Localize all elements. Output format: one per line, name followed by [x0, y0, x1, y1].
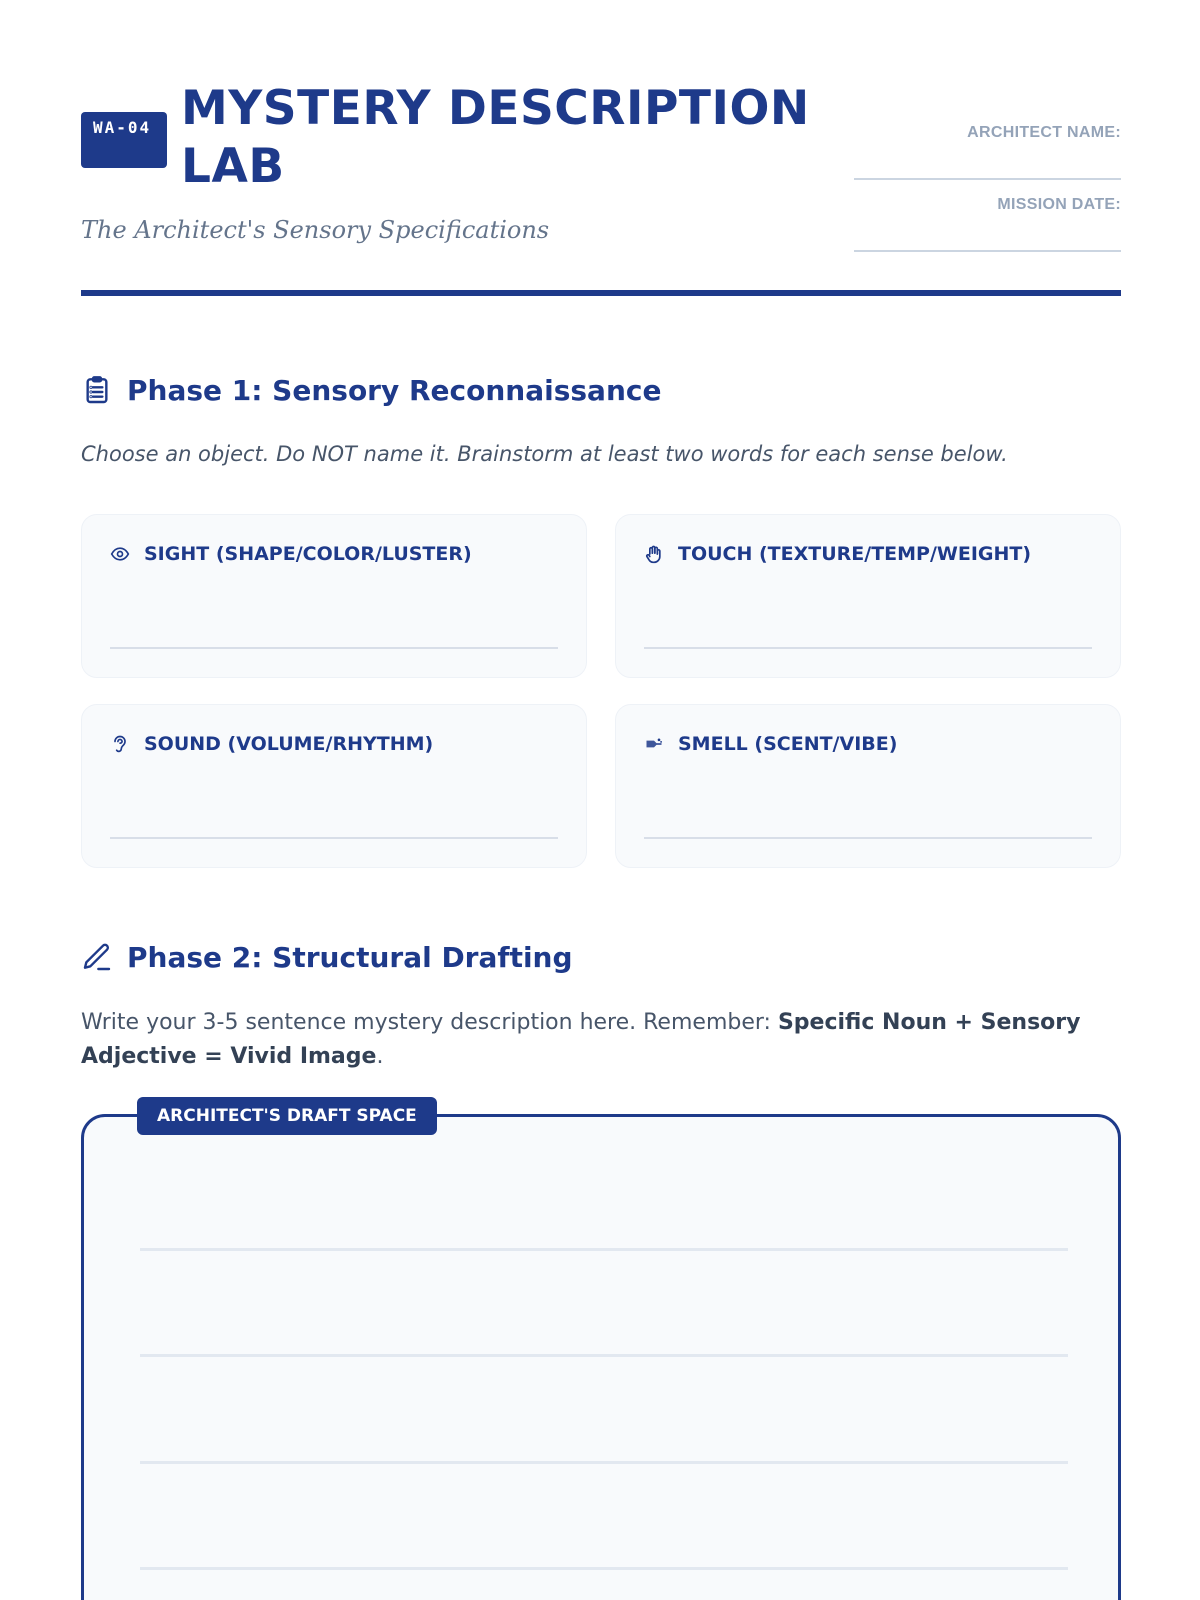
header-divider	[81, 290, 1121, 296]
draft-line	[140, 1354, 1068, 1357]
clipboard-icon	[81, 374, 113, 406]
worksheet-code-badge: WA-04	[81, 112, 167, 168]
mission-date-field[interactable]	[854, 196, 1121, 252]
draft-line	[140, 1567, 1068, 1570]
sense-label-sight: SIGHT (SHAPE/COLOR/LUSTER)	[144, 543, 472, 565]
draft-space[interactable]	[81, 1114, 1121, 1600]
phase1-title: Phase 1: Sensory Reconnaissance	[127, 373, 662, 407]
sense-card-sound[interactable]	[81, 704, 587, 868]
phase2-heading	[81, 937, 573, 977]
sense-card-sight[interactable]	[81, 514, 587, 678]
answer-line	[644, 647, 1092, 649]
answer-line	[644, 837, 1092, 839]
draft-line	[140, 1248, 1068, 1251]
draft-line	[140, 1461, 1068, 1464]
nose-icon	[644, 734, 664, 754]
sense-label-sound: SOUND (VOLUME/RHYTHM)	[144, 733, 434, 755]
phase2-instruction-formula: Specific Noun + Sensory Adjective = Vivid Image	[81, 1010, 1081, 1069]
sense-label-smell: SMELL (SCENT/VIBE)	[678, 733, 898, 755]
eye-icon	[110, 544, 130, 564]
mission-date-label: MISSION DATE:	[997, 196, 1121, 213]
page-title: MYSTERY DESCRIPTION LAB	[181, 81, 810, 194]
answer-line	[110, 837, 558, 839]
phase2-instruction-end: .	[376, 1044, 384, 1069]
architect-name-label: ARCHITECT NAME:	[967, 124, 1121, 141]
worksheet-page	[81, 0, 1121, 1600]
page-subtitle: The Architect's Sensory Specifications	[81, 216, 550, 244]
phase1-instruction: Choose an object. Do NOT name it. Brainstorm at least two words for each sense below.	[81, 442, 1008, 466]
phase2-instruction	[81, 1006, 1081, 1074]
pencil-icon	[81, 941, 113, 973]
worksheet-header	[81, 78, 1121, 298]
hand-icon	[644, 544, 664, 564]
sense-card-smell[interactable]	[615, 704, 1121, 868]
sense-label-touch: TOUCH (TEXTURE/TEMP/WEIGHT)	[678, 543, 1032, 565]
phase2-title: Phase 2: Structural Drafting	[127, 940, 573, 974]
ear-icon	[110, 734, 130, 754]
draft-space-label: ARCHITECT'S DRAFT SPACE	[137, 1097, 437, 1135]
architect-name-field[interactable]	[854, 124, 1121, 180]
sense-card-touch[interactable]	[615, 514, 1121, 678]
answer-line	[110, 647, 558, 649]
phase2-instruction-lead: Write your 3-5 sentence mystery description here. Remember:	[81, 1010, 778, 1035]
phase1-heading	[81, 370, 661, 410]
